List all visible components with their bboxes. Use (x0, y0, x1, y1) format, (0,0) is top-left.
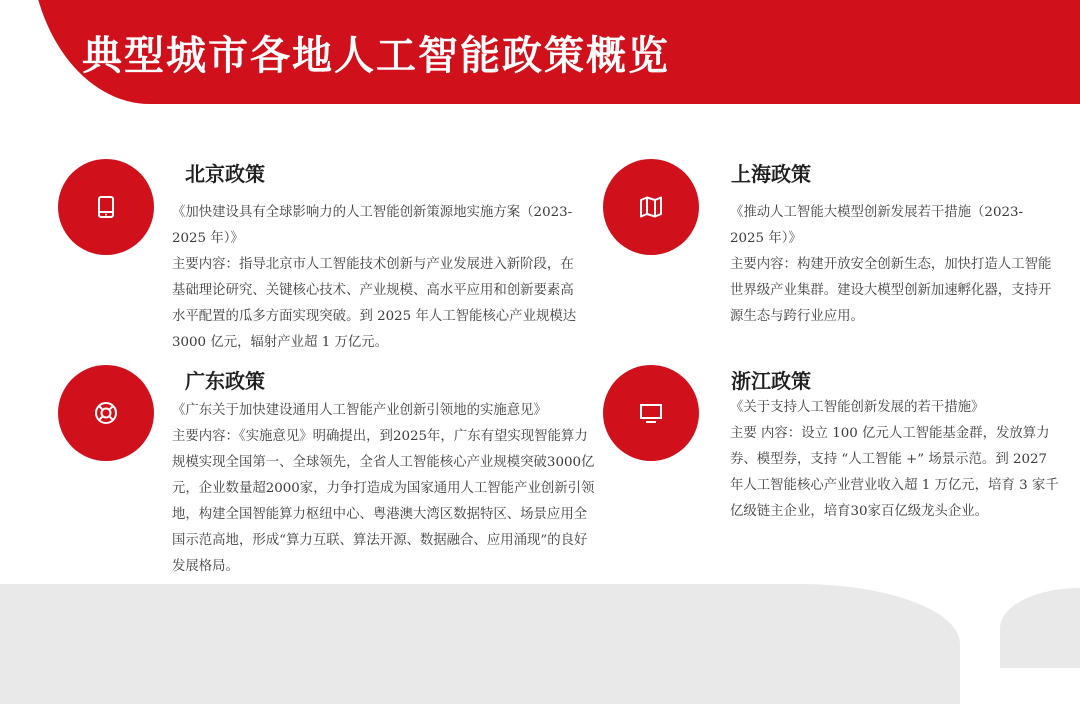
guangdong-body (172, 398, 600, 580)
tablet-icon (91, 192, 121, 222)
beijing-icon-circle (58, 159, 154, 255)
guangdong-title: 广东政策 (185, 369, 265, 393)
shanghai-body (730, 200, 1052, 330)
map-icon (636, 192, 666, 222)
guangdong-icon-circle (58, 365, 154, 461)
footer-wave (0, 584, 960, 704)
zhejiang-title: 浙江政策 (731, 369, 811, 393)
header (0, 0, 1080, 104)
beijing-doc: 《加快建设具有全球影响力的人工智能创新策源地实施方案（2023-2025 年）》 (172, 205, 573, 246)
shanghai-icon-circle (603, 159, 699, 255)
lifebuoy-icon (91, 398, 121, 428)
shanghai-content: 主要内容：构建开放安全创新生态，加快打造人工智能世界级产业集群。建设大模型创新加速孵化器，支持开源生态与跨行业应用。 (730, 257, 1052, 324)
page-title: 典型城市各地人工智能政策概览 (82, 33, 670, 79)
shanghai-doc: 《推动人工智能大模型创新发展若干措施（2023-2025 年）》 (730, 205, 1024, 246)
guangdong-doc: 《广东关于加快建设通用人工智能产业创新引领地的实施意见》 (172, 403, 547, 418)
zhejiang-doc: 《关于支持人工智能创新发展的若干措施》 (730, 400, 985, 415)
beijing-title: 北京政策 (185, 162, 265, 186)
beijing-body (172, 200, 584, 356)
zhejiang-content: 主要 内容：设立 100 亿元人工智能基金群，发放算力券、模型券，支持 “人工智能 +” 场景示范。到 2027 年人工智能核心产业营业收入超 1 万亿元，培育 3 家千亿级链主企业，培育30家百亿级龙头企业。 (730, 426, 1059, 519)
zhejiang-body (730, 395, 1060, 525)
shanghai-title: 上海政策 (731, 162, 811, 186)
monitor-icon (636, 398, 666, 428)
beijing-content: 主要内容：指导北京市人工智能技术创新与产业发展进入新阶段，在基础理论研究、关键核心技术、产业规模、高水平应用和创新要素高水平配置的瓜多方面实现突破。到 2025 年人工智能核心产业规模达 3000 亿元，辐射产业超 1 万亿元。 (172, 257, 577, 350)
guangdong-content: 主要内容：《实施意见》明确提出，到2025年，广东有望实现智能算力规模实现全国第一、全球领先，全省人工智能核心产业规模突破3000亿元，企业数量超2000家，力争打造成为国家通用人工智能产业创新引领地，构建全国智能算力枢纽中心、粤港澳大湾区数据特区、场景应用全国示范高地，形成“算力互联、算法开源、数据融合、应用涌现”的良好发展格局。 (172, 429, 595, 574)
footer-wave-right (1000, 588, 1080, 668)
zhejiang-icon-circle (603, 365, 699, 461)
